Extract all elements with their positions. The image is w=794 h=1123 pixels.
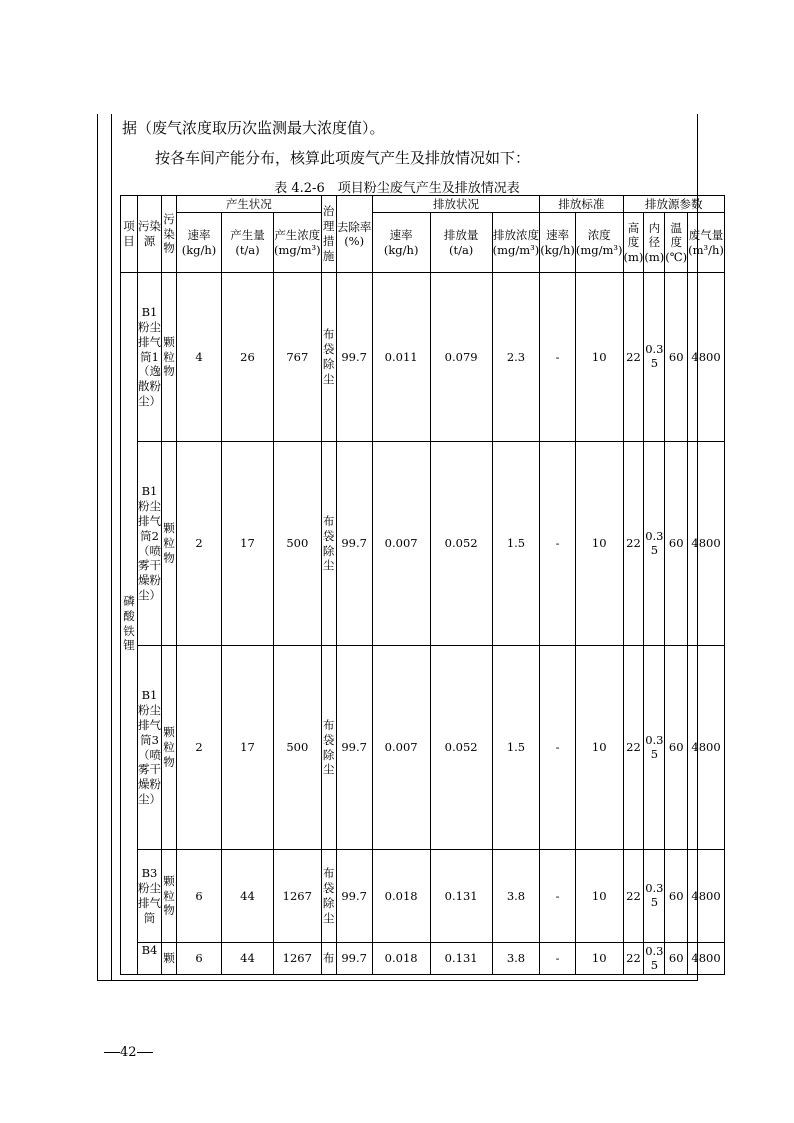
treatment-cell: 布袋除尘 [321,850,336,943]
height-cell: 22 [623,850,644,943]
emi-conc-cell: 1.5 [492,646,540,850]
gen-rate-cell: 4 [177,273,222,442]
page-footer [104,1045,153,1060]
temp-cell: 60 [665,646,688,850]
pollutant-cell: 颗粒物 [162,273,177,442]
header-emi-rate: 速率 (kg/h) [372,213,430,273]
removal-cell: 99.7 [336,442,372,646]
emi-conc-cell: 3.8 [492,850,540,943]
emi-rate-cell: 0.018 [372,850,430,943]
source-cell: B1粉尘排气筒2（喷雾干燥粉尘） [138,442,162,646]
table-row [121,850,725,943]
temp-cell: 60 [665,943,688,975]
header-treatment: 治理措施 [321,196,336,273]
removal-cell: 99.7 [336,850,372,943]
gen-conc-cell: 767 [274,273,322,442]
temp-cell: 60 [665,273,688,442]
std-rate-cell: - [540,273,576,442]
source-cell: B1粉尘排气筒1（逸散粉尘） [138,273,162,442]
std-rate-cell: - [540,646,576,850]
header-emi-conc: 排放浓度 (mg/m³) [492,213,540,273]
header-source: 污染源 [138,196,162,273]
flow-cell: 4800 [688,442,725,646]
source-cell: B4 [138,943,162,975]
gen-amount-cell: 17 [222,646,274,850]
emi-rate-cell: 0.018 [372,943,430,975]
std-conc-cell: 10 [575,850,623,943]
std-rate-cell: - [540,442,576,646]
table-row [121,943,725,975]
emi-rate-cell: 0.007 [372,442,430,646]
header-params: 排放源参数 [623,196,724,213]
emi-amount-cell: 0.131 [430,850,492,943]
header-project: 项目 [121,196,138,273]
emission-table [120,195,725,975]
paragraph-2: 按各车间产能分布，核算此项废气产生及排放情况如下： [155,149,531,167]
gen-rate-cell: 2 [177,442,222,646]
header-gen-amount: 产生量 (t/a) [222,213,274,273]
gen-conc-cell: 500 [274,442,322,646]
source-cell: B3粉尘排气筒 [138,850,162,943]
removal-cell: 99.7 [336,646,372,850]
flow-cell: 4800 [688,646,725,850]
header-std-rate: 速率 (kg/h) [540,213,576,273]
header-gen-conc: 产生浓度 (mg/m³) [274,213,322,273]
gen-rate-cell: 6 [177,850,222,943]
diameter-cell: 0.35 [644,850,665,943]
header-flow: 废气量 (m³/h) [688,213,725,273]
emi-amount-cell: 0.131 [430,943,492,975]
removal-cell: 99.7 [336,273,372,442]
emi-amount-cell: 0.079 [430,273,492,442]
height-cell: 22 [623,273,644,442]
emi-conc-cell: 2.3 [492,273,540,442]
removal-cell: 99.7 [336,943,372,975]
treatment-cell: 布袋除尘 [321,273,336,442]
pollutant-cell: 颗粒物 [162,646,177,850]
gen-amount-cell: 44 [222,943,274,975]
diameter-cell: 0.35 [644,442,665,646]
emi-conc-cell: 3.8 [492,943,540,975]
header-temp: 温度 (℃) [665,213,688,273]
diameter-cell: 0.35 [644,943,665,975]
pollutant-cell: 颗粒物 [162,850,177,943]
project-name-cell: 磷酸铁锂 [121,273,138,975]
height-cell: 22 [623,943,644,975]
diameter-cell: 0.35 [644,273,665,442]
gen-amount-cell: 17 [222,442,274,646]
diameter-cell: 0.35 [644,646,665,850]
header-gen-rate: 速率 (kg/h) [177,213,222,273]
gen-conc-cell: 1267 [274,850,322,943]
header-std-conc: 浓度 (mg/m³) [575,213,623,273]
header-diameter: 内径 (m) [644,213,665,273]
table-row [121,273,725,442]
gen-rate-cell: 6 [177,943,222,975]
std-rate-cell: - [540,850,576,943]
std-conc-cell: 10 [575,273,623,442]
table-row [121,646,725,850]
pollutant-cell: 颗粒物 [162,442,177,646]
source-cell: B1粉尘排气筒3（喷雾干燥粉尘） [138,646,162,850]
flow-cell: 4800 [688,943,725,975]
footer-dash-right [137,1052,153,1053]
emi-conc-cell: 1.5 [492,442,540,646]
std-conc-cell: 10 [575,442,623,646]
table-caption: 表 4.2-6 项目粉尘废气产生及排放情况表 [274,181,520,196]
gen-amount-cell: 26 [222,273,274,442]
flow-cell: 4800 [688,850,725,943]
emi-amount-cell: 0.052 [430,646,492,850]
treatment-cell: 布袋除尘 [321,646,336,850]
header-height: 高度 (m) [623,213,644,273]
treatment-cell: 布 [321,943,336,975]
emi-amount-cell: 0.052 [430,442,492,646]
pollutant-cell: 颗 [162,943,177,975]
emi-rate-cell: 0.007 [372,646,430,850]
gen-conc-cell: 500 [274,646,322,850]
table-row [121,442,725,646]
gen-conc-cell: 1267 [274,943,322,975]
std-conc-cell: 10 [575,646,623,850]
header-row-2 [121,213,725,273]
treatment-cell: 布袋除尘 [321,442,336,646]
temp-cell: 60 [665,850,688,943]
height-cell: 22 [623,646,644,850]
height-cell: 22 [623,442,644,646]
header-emi-amount: 排放量 (t/a) [430,213,492,273]
frame-inner-line [111,114,112,980]
temp-cell: 60 [665,442,688,646]
header-standard: 排放标准 [540,196,623,213]
flow-cell: 4800 [688,273,725,442]
header-emission: 排放状况 [372,196,540,213]
page-number: 42 [120,1045,137,1060]
header-pollutant: 污染物 [162,196,177,273]
footer-dash-left [104,1052,120,1053]
paragraph-1: 据（废气浓度取历次监测最大浓度值）。 [122,119,385,137]
header-removal: 去除率 (%) [336,196,372,273]
gen-rate-cell: 2 [177,646,222,850]
gen-amount-cell: 44 [222,850,274,943]
std-rate-cell: - [540,943,576,975]
emi-rate-cell: 0.011 [372,273,430,442]
std-conc-cell: 10 [575,943,623,975]
header-generation: 产生状况 [177,196,322,213]
header-row-1 [121,196,725,213]
